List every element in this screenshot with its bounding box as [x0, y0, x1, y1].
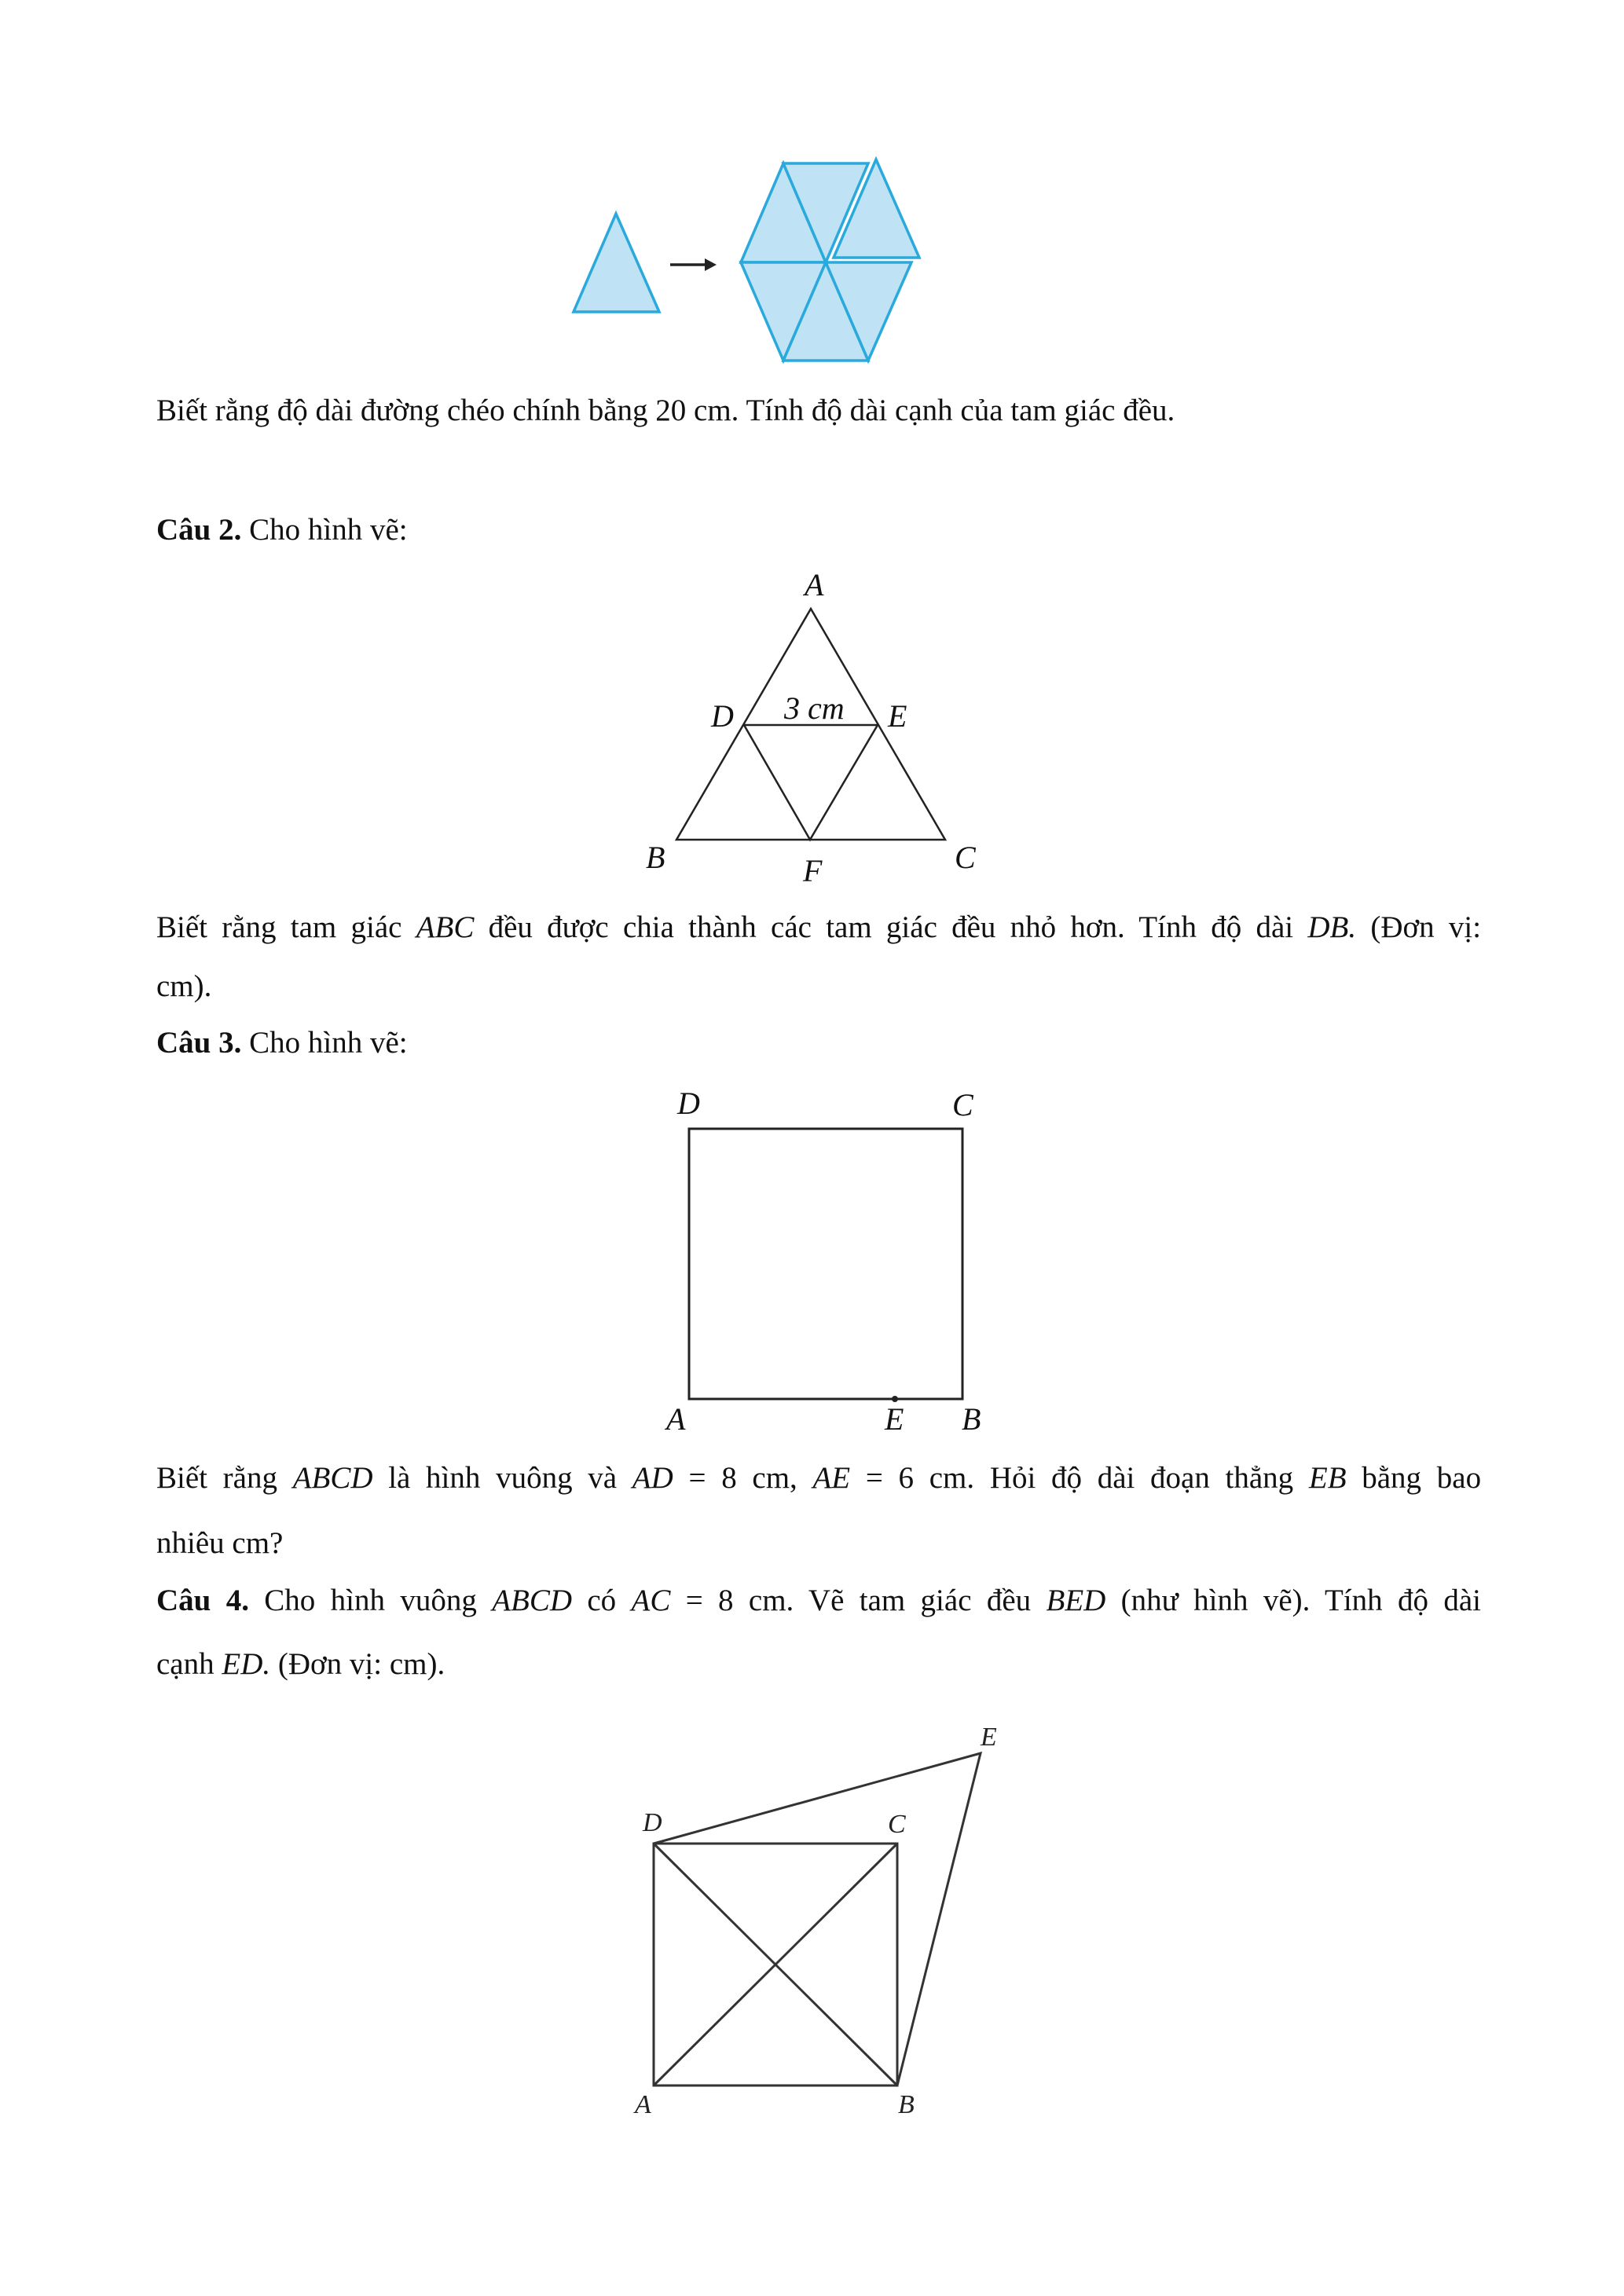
- text-segment: = 8 cm. Vẽ tam giác đều: [685, 1584, 1047, 1617]
- label-D: D: [677, 1086, 700, 1121]
- label-C: C: [888, 1810, 906, 1839]
- label-D: D: [643, 1808, 662, 1837]
- label-E: E: [888, 698, 907, 734]
- label-A: A: [635, 2090, 651, 2119]
- question-number: Câu 4.: [156, 1584, 249, 1617]
- text-segment: Cho hình vẽ:: [249, 513, 408, 547]
- question-number: Câu 2.: [156, 513, 242, 547]
- label-E: E: [981, 1723, 997, 1752]
- text-segment: cm).: [156, 969, 212, 1003]
- text-segment: Cho hình vẽ:: [249, 1026, 408, 1060]
- text-segment: có: [587, 1584, 632, 1617]
- label-B: B: [646, 840, 665, 875]
- math-term: AD: [632, 1461, 673, 1495]
- text-segment: Cho hình vuông: [264, 1584, 493, 1617]
- label-C: C: [952, 1087, 973, 1122]
- figure-square-bed: [633, 1723, 997, 2119]
- label-F: F: [803, 853, 823, 888]
- text-segment: cạnh: [156, 1647, 222, 1681]
- text-segment: (Đơn vị: cm).: [277, 1647, 445, 1681]
- text-segment: (Đơn vị:: [1370, 910, 1482, 944]
- figure-triangle-abc: [646, 567, 977, 888]
- label-E: E: [885, 1401, 904, 1437]
- single-triangle: [574, 214, 659, 312]
- question-number: Câu 3.: [156, 1026, 242, 1060]
- math-term: BED: [1046, 1584, 1106, 1617]
- text-segment: = 8 cm,: [688, 1461, 813, 1495]
- text-segment: bằng bao: [1362, 1461, 1482, 1495]
- text-segment: (như hình vẽ). Tính độ dài: [1120, 1584, 1481, 1617]
- label-B: B: [898, 2090, 915, 2119]
- math-term: AE: [812, 1461, 851, 1495]
- text-segment: Biết rằng độ dài đường chéo chính bằng 20 cm. Tính độ dài cạnh của tam giác đều.: [156, 394, 1175, 427]
- text-segment: = 6 cm. Hỏi độ dài đoạn thẳng: [865, 1461, 1309, 1495]
- math-term: ABCD: [492, 1584, 573, 1617]
- figure-triangles-to-hexagon: [574, 159, 919, 361]
- text-segment: đều được chia thành các tam giác đều nhỏ hơn. Tính độ dài: [488, 910, 1308, 944]
- math-term: EB: [1308, 1461, 1347, 1495]
- math-term: DB.: [1307, 910, 1357, 944]
- math-term: ED.: [222, 1647, 271, 1681]
- text-segment: là hình vuông và: [388, 1461, 632, 1495]
- label-D: D: [711, 698, 734, 734]
- measure-de: 3 cm: [784, 690, 845, 726]
- text-segment: Biết rằng: [156, 1461, 293, 1495]
- math-term: AC: [631, 1584, 671, 1617]
- figure-square-abcd: [664, 1086, 981, 1437]
- label-A: A: [805, 567, 824, 602]
- label-B: B: [962, 1401, 981, 1437]
- math-term: ABCD: [292, 1461, 373, 1495]
- text-segment: nhiêu cm?: [156, 1526, 284, 1560]
- label-A: A: [666, 1401, 686, 1437]
- label-C: C: [955, 840, 976, 875]
- math-term: ABC: [416, 910, 475, 944]
- arrow-icon: [670, 258, 717, 271]
- text-segment: Biết rằng tam giác: [156, 910, 416, 944]
